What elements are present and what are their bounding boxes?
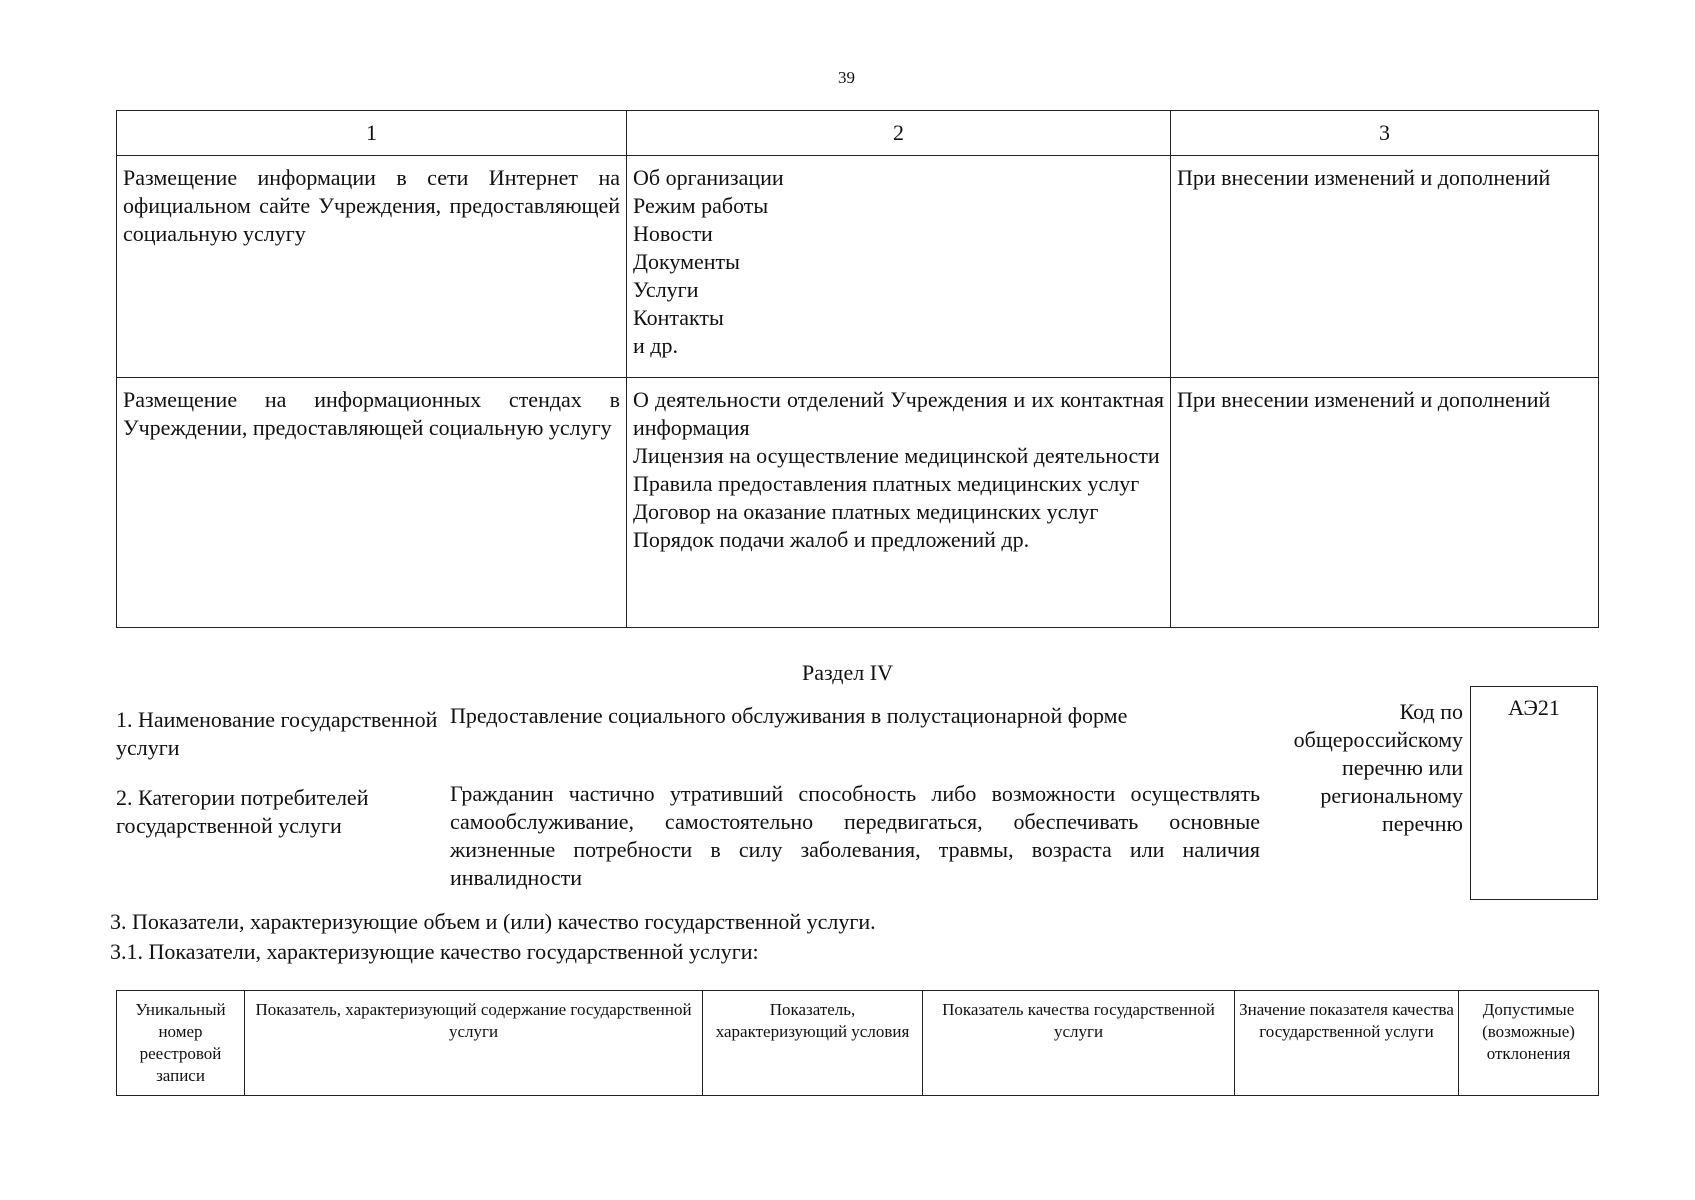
- header-col-2: 2: [627, 111, 1171, 156]
- list-item: Лицензия на осуществление медицинской деятельности: [633, 443, 1160, 468]
- list-item: Услуги: [633, 277, 699, 302]
- row2-content: [627, 378, 1171, 628]
- list-item: Контакты: [633, 305, 724, 330]
- header-content-indicator: Показатель, характеризующий содержание государственной услуги: [245, 991, 703, 1096]
- list-item: Правила предоставления платных медицинских услуг: [633, 471, 1140, 496]
- list-item: Порядок подачи жалоб и предложений др.: [633, 527, 1030, 552]
- row1-frequency: При внесении изменений и дополнений: [1171, 156, 1599, 378]
- section-title: Раздел IV: [802, 660, 893, 685]
- consumer-category-value: Гражданин частично утративший способность либо возможности осуществлять самообслуживание, самостоятельно передвигаться, обеспечивать основные жизненные потребности в силу заболевания, травмы, возраста или наличия инвалидности: [450, 781, 1260, 890]
- main-table-header-row: [117, 111, 1599, 156]
- table-row: [117, 378, 1599, 628]
- service-name-label: 1. Наименование государственной услуги: [116, 707, 438, 760]
- header-allowed-deviations: Допустимые (возможные) отклонения: [1459, 991, 1599, 1096]
- code-label: Код по общероссийскому перечню или региональному перечню: [1293, 699, 1463, 836]
- quality-indicators-table: [116, 990, 1599, 1096]
- list-item: Документы: [633, 249, 740, 274]
- header-col-1: 1: [117, 111, 627, 156]
- page-number: 39: [838, 68, 855, 87]
- main-table: [116, 110, 1599, 628]
- row2-method: Размещение на информационных стендах в Учреждении, предоставляющей социальную услугу: [117, 378, 627, 628]
- list-item: О деятельности отделений Учреждения и их контактная информация: [633, 387, 1164, 440]
- row2-frequency: При внесении изменений и дополнений: [1171, 378, 1599, 628]
- list-item: и др.: [633, 333, 678, 358]
- header-quality-value: Значение показателя качества государственной услуги: [1235, 991, 1459, 1096]
- table-row: [117, 156, 1599, 378]
- indicators-heading: 3. Показатели, характеризующие объем и (или) качество государственной услуги.: [110, 909, 876, 934]
- service-name-value: Предоставление социального обслуживания в полустационарной форме: [450, 703, 1128, 728]
- quality-table-header-row: [117, 991, 1599, 1096]
- list-item: Об организации: [633, 165, 784, 190]
- row1-method: Размещение информации в сети Интернет на официальном сайте Учреждения, предоставляющей социальную услугу: [117, 156, 627, 378]
- header-quality-indicator: Показатель качества государственной услуги: [923, 991, 1235, 1096]
- header-registry-number: Уникальный номер реестровой записи: [117, 991, 245, 1096]
- quality-indicators-heading: 3.1. Показатели, характеризующие качество государственной услуги:: [110, 939, 759, 964]
- row1-content: [627, 156, 1171, 378]
- list-item: Новости: [633, 221, 713, 246]
- header-conditions-indicator: Показатель, характеризующий условия: [703, 991, 923, 1096]
- list-item: Договор на оказание платных медицинских услуг: [633, 499, 1099, 524]
- consumer-category-label: 2. Категории потребителей государственной услуги: [116, 785, 369, 838]
- code-value-box: АЭ21: [1470, 686, 1598, 900]
- header-col-3: 3: [1171, 111, 1599, 156]
- list-item: Режим работы: [633, 193, 769, 218]
